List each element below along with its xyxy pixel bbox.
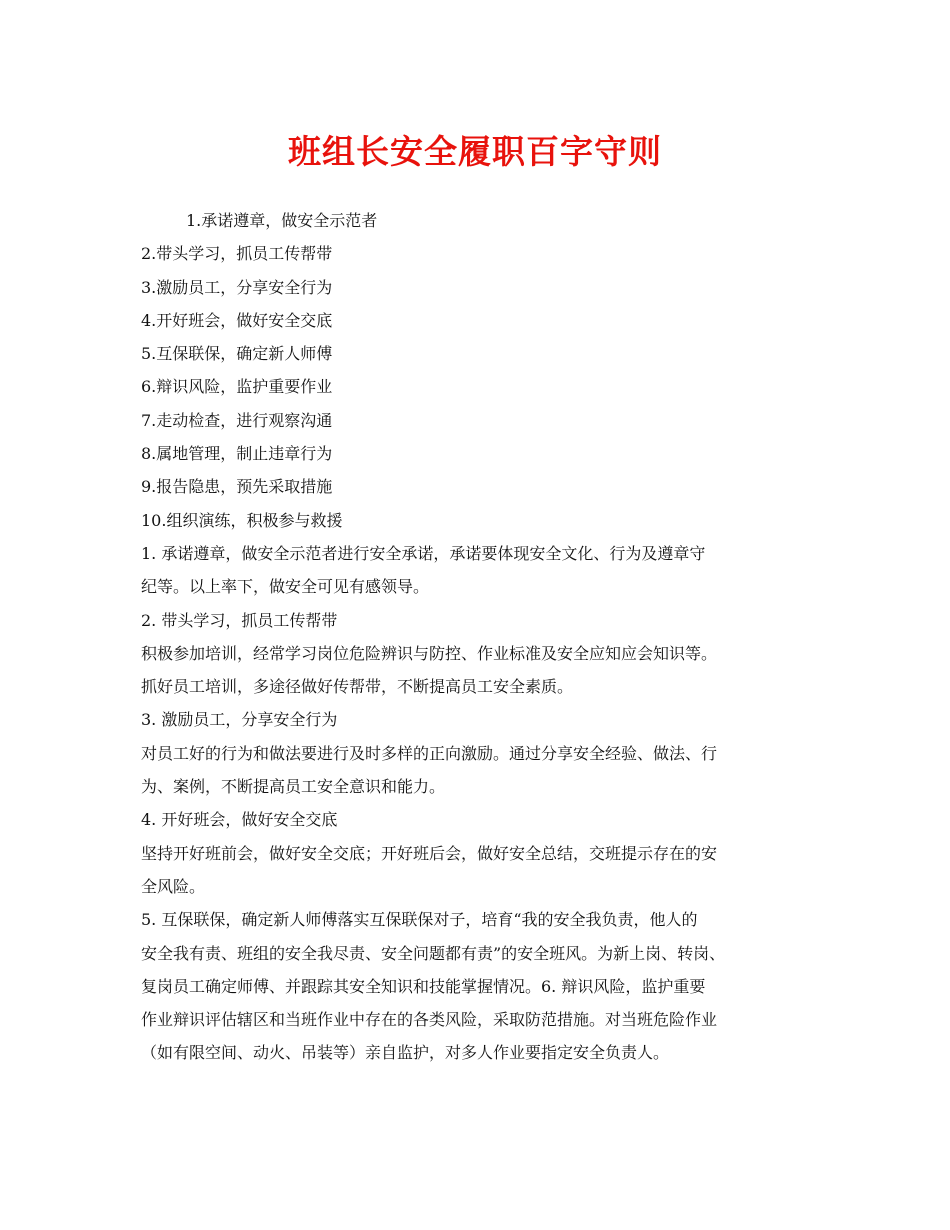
- list-item: 3.激励员工，分享安全行为: [141, 277, 333, 297]
- list-item: 9.报告隐患，预先采取措施: [141, 477, 333, 497]
- list-item: 1.承诺遵章，做安全示范者: [186, 211, 378, 230]
- list-item: 10.组织演练，积极参与救援: [141, 510, 343, 530]
- paragraph-line: 1. 承诺遵章，做安全示范者进行安全承诺，承诺要体现安全文化、行为及遵章守: [141, 543, 706, 563]
- section-heading: 3. 激励员工，分享安全行为: [141, 710, 338, 730]
- list-item: 2.带头学习，抓员工传帮带: [141, 244, 333, 264]
- list-item: 7.走动检查，进行观察沟通: [141, 410, 333, 430]
- paragraph-line: 坚持开好班前会，做好安全交底；开好班后会，做好安全总结，交班提示存在的安: [141, 843, 718, 863]
- paragraph-line: 安全我有责、班组的安全我尽责、安全问题都有责”的安全班风。为新上岗、转岗、: [141, 943, 726, 963]
- paragraph-line: 复岗员工确定师傅、并跟踪其安全知识和技能掌握情况。6. 辩识风险，监护重要: [141, 976, 706, 996]
- paragraph-line: 对员工好的行为和做法要进行及时多样的正向激励。通过分享安全经验、做法、行: [141, 743, 718, 763]
- list-item: 6.辩识风险，监护重要作业: [141, 377, 333, 397]
- paragraph-line: 全风险。: [141, 876, 206, 896]
- list-item: 5.互保联保，确定新人师傅: [141, 344, 333, 364]
- list-item: 8.属地管理，制止违章行为: [141, 444, 333, 464]
- section-heading: 4. 开好班会，做好安全交底: [141, 810, 338, 830]
- paragraph-line: （如有限空间、动火、吊装等）亲自监护，对多人作业要指定安全负责人。: [141, 1043, 670, 1063]
- paragraph-line: 抓好员工培训，多途径做好传帮带，不断提高员工安全素质。: [141, 677, 574, 697]
- paragraph-line: 为、案例，不断提高员工安全意识和能力。: [141, 777, 446, 797]
- paragraph-line: 作业辩识评估辖区和当班作业中存在的各类风险，采取防范措施。对当班危险作业: [141, 1010, 718, 1030]
- document-title: 班组长安全履职百字守则: [288, 132, 662, 171]
- list-item: 4.开好班会，做好安全交底: [141, 310, 333, 330]
- paragraph-line: 5. 互保联保，确定新人师傅落实互保联保对子，培育“我的安全我负责，他人的: [141, 910, 698, 930]
- paragraph-line: 纪等。以上率下，做安全可见有感领导。: [141, 577, 430, 597]
- paragraph-line: 积极参加培训，经常学习岗位危险辨识与防控、作业标准及安全应知应会知识等。: [141, 643, 718, 663]
- document-body: [141, 204, 821, 1070]
- section-heading: 2. 带头学习，抓员工传帮带: [141, 610, 338, 630]
